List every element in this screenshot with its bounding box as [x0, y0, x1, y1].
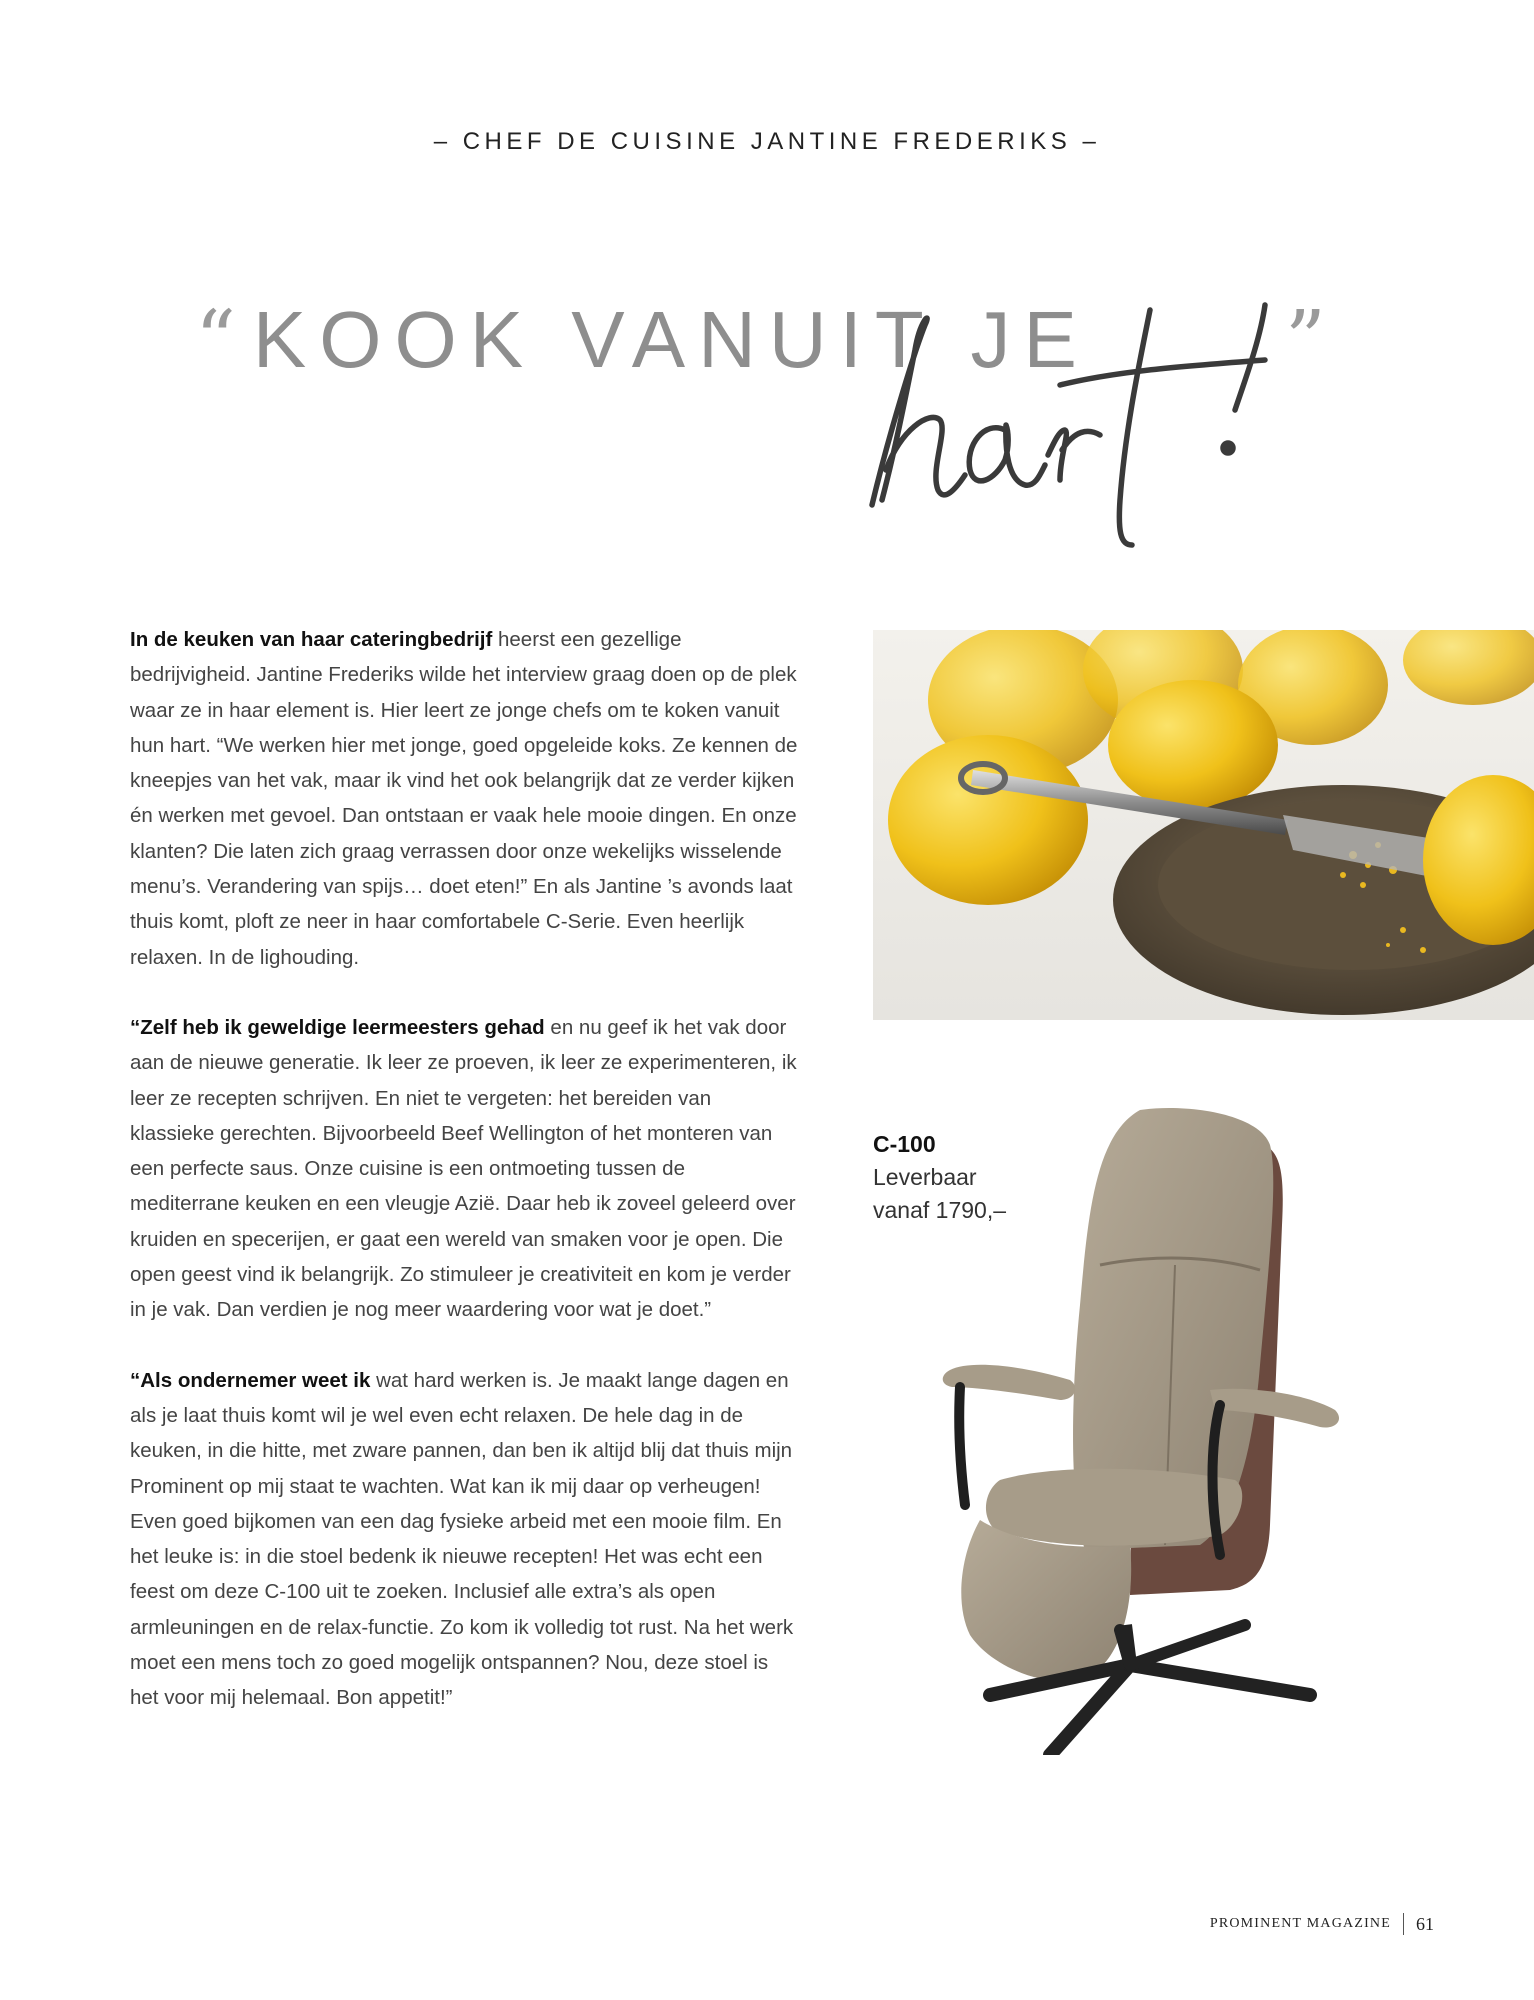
paragraph-3-text: wat hard werken is. Je maakt lange dagen en als je laat thuis komt wil je wel even echt relaxen. De hele dag in de keuken, in die hitte, met zware pannen, dan ben ik altijd blij dat thuis mijn Prominent op mij staat te wachten. Wat kan ik mij daar op verheugen! Even goed bijkomen van een dag fysieke arbeid met een mooie film. En het leuke is: in die stoel bedenk ik nieuwe recepten! Het was echt een feest om deze C-100 uit te zoeken. Inclusief alle extra’s als open armleuningen en de relax-functie. Zo kom ik volledig tot rust. Na het werk moet een mens toch zo goed mogelijk ontspannen? Nou, deze stoel is het voor mij helemaal. Bon appetit!” [130, 1368, 794, 1710]
product-model: C-100 [873, 1131, 936, 1157]
lemons-and-zester-illustration [873, 630, 1534, 1020]
paragraph-1-text: heerst een gezellige bedrijvigheid. Jantine Frederiks wilde het interview graag doen op de plek waar ze in haar element is. Hier leert ze jonge chefs om te koken vanuit hun hart. “We werken hier met jonge, goed opgeleide koks. Ze kennen de kneepjes van het vak, maar ik vind het ook belangrijk dat ze verder kijken én werken met gevoel. Dan ontstaan er vaak hele mooie dingen. En onze klanten? Die laten zich graag verrassen door onze wekelijks wisselende menu’s. Verandering van spijs… doet eten!” En als Jantine ’s avonds laat thuis komt, ploft ze neer in haar comfortabele C-Serie. Even heerlijk relaxen. In de lighouding. [130, 628, 798, 969]
headline-script-word [820, 280, 1320, 560]
script-word-art [820, 280, 1320, 560]
paragraph-3-lead: “Als ondernemer weet ik [130, 1368, 371, 1392]
magazine-name: PROMINENT MAGAZINE [1209, 1916, 1391, 1931]
paragraph-1-lead: In de keuken van haar cateringbedrijf [130, 628, 493, 651]
headline-quote-open: “ [195, 293, 249, 386]
paragraph-2-text: en nu geef ik het vak door aan de nieuwe generatie. Ik leer ze proeven, ik leer ze experimenteren, ik leer ze recepten schrijven. En niet te vergeten: het bereiden van klassieke gerechten. Bijvoorbeeld Beef Wellington of het monteren van een perfecte saus. Onze cuisine is een ontmoeting tussen de mediterrane keuken en een vleugje Azië. Daar heb ik zoveel geleerd over kruiden en specerijen, er gaat een wereld van smaken voor je open. Die open geest vind ik belangrijk. Zo stimuleer je creativiteit en kom je verder in je vak. Dan verdien je nog meer waardering voor wat je doet.” [130, 1015, 797, 1322]
lemon-photo [873, 630, 1534, 1020]
paragraph-2-lead: “Zelf heb ik geweldige leermeesters gehad [130, 1015, 545, 1039]
footer-separator [1403, 1913, 1404, 1935]
paragraph-1 [130, 622, 800, 975]
article-body [130, 622, 800, 1751]
paragraph-2 [130, 1010, 800, 1328]
headline-quote-close: ” [1285, 293, 1326, 386]
recliner-chair-illustration [930, 1105, 1380, 1755]
product-availability: Leverbaar [873, 1164, 977, 1190]
paragraph-3 [130, 1363, 800, 1716]
chair-photo [930, 1105, 1380, 1755]
headline-text: KOOK VANUIT JE [252, 295, 1090, 384]
page-number: 61 [1416, 1913, 1434, 1934]
page-kicker: – CHEF DE CUISINE JANTINE FREDERIKS – [433, 128, 1101, 155]
product-price: vanaf 1790,– [873, 1197, 1007, 1223]
page-footer [1210, 1913, 1434, 1935]
